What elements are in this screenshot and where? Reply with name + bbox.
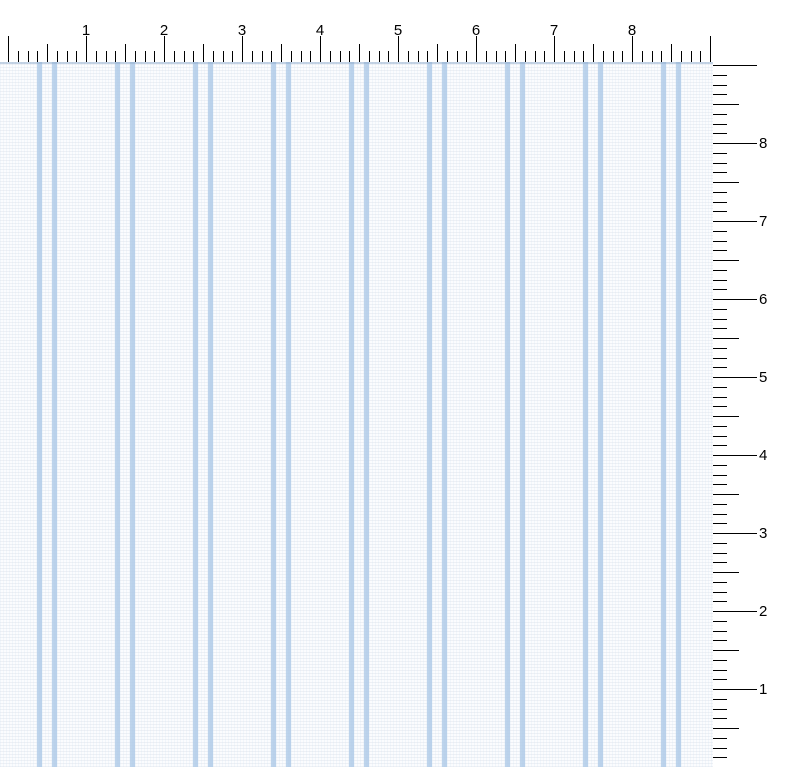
ruler-minor-tick <box>713 250 727 251</box>
ruler-minor-tick <box>713 85 727 86</box>
ruler-minor-tick <box>593 44 594 62</box>
ruler-minor-tick <box>713 679 727 680</box>
ruler-minor-tick <box>713 338 739 339</box>
ruler-minor-tick <box>652 51 653 62</box>
ruler-minor-tick <box>713 523 727 524</box>
ruler-minor-tick <box>713 475 727 476</box>
ruler-minor-tick <box>310 51 311 62</box>
ruler-major-tick <box>713 143 757 144</box>
ruler-minor-tick <box>700 51 701 62</box>
ruler-minor-tick <box>713 738 727 739</box>
ruler-minor-tick <box>330 51 331 62</box>
ruler-major-tick <box>713 65 757 66</box>
ruler-minor-tick <box>515 44 516 62</box>
ruler-minor-tick <box>135 51 136 62</box>
ruler-minor-tick <box>505 51 506 62</box>
ruler-minor-tick <box>57 51 58 62</box>
ruler-major-tick <box>713 377 757 378</box>
vertical-ruler <box>713 62 789 767</box>
ruler-minor-tick <box>713 75 727 76</box>
ruler-minor-tick <box>154 51 155 62</box>
ruler-minor-tick <box>713 280 727 281</box>
ruler-label-v-1: 1 <box>759 681 768 698</box>
ruler-minor-tick <box>418 51 419 62</box>
ruler-minor-tick <box>713 114 727 115</box>
ruler-minor-tick <box>713 631 727 632</box>
ruler-minor-tick <box>603 51 604 62</box>
ruler-label-v-7: 7 <box>759 213 768 230</box>
ruler-minor-tick <box>713 182 739 183</box>
ruler-minor-tick <box>583 51 584 62</box>
ruler-minor-tick <box>535 51 536 62</box>
ruler-minor-tick <box>203 44 204 62</box>
ruler-major-tick <box>713 455 757 456</box>
ruler-minor-tick <box>713 445 727 446</box>
ruler-major-tick <box>713 689 757 690</box>
ruler-minor-tick <box>437 44 438 62</box>
ruler-minor-tick <box>281 44 282 62</box>
ruler-minor-tick <box>184 51 185 62</box>
ruler-minor-tick <box>252 51 253 62</box>
ruler-minor-tick <box>145 51 146 62</box>
ruler-minor-tick <box>713 718 727 719</box>
ruler-minor-tick <box>713 133 727 134</box>
ruler-minor-tick <box>713 104 739 105</box>
ruler-minor-tick <box>427 51 428 62</box>
ruler-minor-tick <box>613 51 614 62</box>
ruler-minor-tick <box>713 670 727 671</box>
ruler-minor-tick <box>681 51 682 62</box>
ruler-major-tick <box>320 36 321 62</box>
ruler-label-v-4: 4 <box>759 447 768 464</box>
ruler-minor-tick <box>713 358 727 359</box>
ruler-label-h-1: 1 <box>81 22 91 39</box>
ruler-minor-tick <box>457 51 458 62</box>
ruler-minor-tick <box>713 270 727 271</box>
ruler-minor-tick <box>642 51 643 62</box>
ruler-minor-tick <box>713 328 727 329</box>
ruler-minor-tick <box>713 202 727 203</box>
ruler-label-h-3: 3 <box>237 22 247 39</box>
ruler-minor-tick <box>369 51 370 62</box>
ruler-minor-tick <box>713 514 727 515</box>
ruler-major-tick <box>713 611 757 612</box>
ruler-minor-tick <box>713 640 727 641</box>
ruler-minor-tick <box>301 51 302 62</box>
ruler-minor-tick <box>713 124 727 125</box>
ruler-minor-tick <box>349 51 350 62</box>
ruler-minor-tick <box>713 241 727 242</box>
ruler-minor-tick <box>486 51 487 62</box>
ruler-minor-tick <box>713 406 727 407</box>
ruler-minor-tick <box>262 51 263 62</box>
ruler-minor-tick <box>713 562 727 563</box>
ruler-minor-tick <box>125 44 126 62</box>
ruler-minor-tick <box>340 51 341 62</box>
ruler-minor-tick <box>37 51 38 62</box>
ruler-label-h-7: 7 <box>549 22 559 39</box>
ruler-minor-tick <box>713 289 727 290</box>
ruler-minor-tick <box>713 748 727 749</box>
ruler-minor-tick <box>28 51 29 62</box>
ruler-minor-tick <box>291 51 292 62</box>
ruler-minor-tick <box>496 51 497 62</box>
ruler-minor-tick <box>271 51 272 62</box>
ruler-minor-tick <box>713 543 727 544</box>
ruler-label-v-5: 5 <box>759 369 768 386</box>
ruler-minor-tick <box>213 51 214 62</box>
ruler-minor-tick <box>671 44 672 62</box>
ruler-minor-tick <box>713 397 727 398</box>
ruler-minor-tick <box>713 699 727 700</box>
horizontal-ruler <box>0 0 713 62</box>
ruler-minor-tick <box>713 367 727 368</box>
ruler-minor-tick <box>713 494 739 495</box>
ruler-minor-tick <box>713 211 727 212</box>
ruler-minor-tick <box>18 51 19 62</box>
ruler-minor-tick <box>713 504 727 505</box>
ruler-label-h-5: 5 <box>393 22 403 39</box>
ruler-major-tick <box>476 36 477 62</box>
ruler-minor-tick <box>223 51 224 62</box>
ruler-minor-tick <box>713 582 727 583</box>
ruler-minor-tick <box>713 172 727 173</box>
ruler-minor-tick <box>713 260 739 261</box>
ruler-minor-tick <box>359 44 360 62</box>
ruler-minor-tick <box>76 51 77 62</box>
ruler-label-v-3: 3 <box>759 525 768 542</box>
ruler-label-h-2: 2 <box>159 22 169 39</box>
ruler-minor-tick <box>713 94 727 95</box>
ruler-minor-tick <box>193 51 194 62</box>
ruler-minor-tick <box>47 44 48 62</box>
ruler-major-tick <box>554 36 555 62</box>
ruler-minor-tick <box>713 553 727 554</box>
ruler-minor-tick <box>713 728 739 729</box>
ruler-minor-tick <box>713 592 727 593</box>
ruler-minor-tick <box>661 51 662 62</box>
ruler-minor-tick <box>713 621 727 622</box>
ruler-minor-tick <box>67 51 68 62</box>
ruler-label-h-6: 6 <box>471 22 481 39</box>
ruler-minor-tick <box>713 153 727 154</box>
ruler-minor-tick <box>544 51 545 62</box>
ruler-minor-tick <box>713 163 727 164</box>
ruler-minor-tick <box>691 51 692 62</box>
ruler-major-tick <box>710 36 711 62</box>
ruler-minor-tick <box>574 51 575 62</box>
ruler-minor-tick <box>388 51 389 62</box>
ruler-minor-tick <box>713 319 727 320</box>
ruler-minor-tick <box>713 465 727 466</box>
ruler-minor-tick <box>96 51 97 62</box>
ruler-major-tick <box>632 36 633 62</box>
ruler-minor-tick <box>564 51 565 62</box>
ruler-major-tick <box>242 36 243 62</box>
ruler-minor-tick <box>713 309 727 310</box>
ruler-label-v-8: 8 <box>759 135 768 152</box>
ruler-minor-tick <box>713 650 739 651</box>
ruler-major-tick <box>164 36 165 62</box>
fabric-swatch <box>0 62 713 767</box>
ruler-minor-tick <box>713 436 727 437</box>
ruler-minor-tick <box>713 660 727 661</box>
ruler-minor-tick <box>713 348 727 349</box>
ruler-major-tick <box>713 221 757 222</box>
ruler-major-tick <box>398 36 399 62</box>
ruler-minor-tick <box>713 416 739 417</box>
ruler-minor-tick <box>232 51 233 62</box>
ruler-minor-tick <box>713 192 727 193</box>
ruler-minor-tick <box>713 231 727 232</box>
ruler-major-tick <box>713 533 757 534</box>
ruler-minor-tick <box>713 387 727 388</box>
ruler-minor-tick <box>106 51 107 62</box>
ruler-minor-tick <box>713 572 739 573</box>
ruler-minor-tick <box>174 51 175 62</box>
ruler-minor-tick <box>713 709 727 710</box>
fabric-top-edge <box>0 62 713 64</box>
ruler-minor-tick <box>525 51 526 62</box>
ruler-minor-tick <box>408 51 409 62</box>
ruler-major-tick <box>713 299 757 300</box>
ruler-minor-tick <box>713 484 727 485</box>
ruler-label-v-2: 2 <box>759 603 768 620</box>
ruler-label-h-8: 8 <box>627 22 637 39</box>
ruler-label-v-6: 6 <box>759 291 768 308</box>
ruler-minor-tick <box>447 51 448 62</box>
ruler-minor-tick <box>466 51 467 62</box>
ruler-major-tick <box>86 36 87 62</box>
ruler-minor-tick <box>622 51 623 62</box>
ruler-minor-tick <box>713 426 727 427</box>
ruler-minor-tick <box>115 51 116 62</box>
ruler-label-h-4: 4 <box>315 22 325 39</box>
ruler-minor-tick <box>713 601 727 602</box>
ruler-major-tick <box>8 36 9 62</box>
ruler-minor-tick <box>379 51 380 62</box>
ruler-minor-tick <box>713 757 727 758</box>
